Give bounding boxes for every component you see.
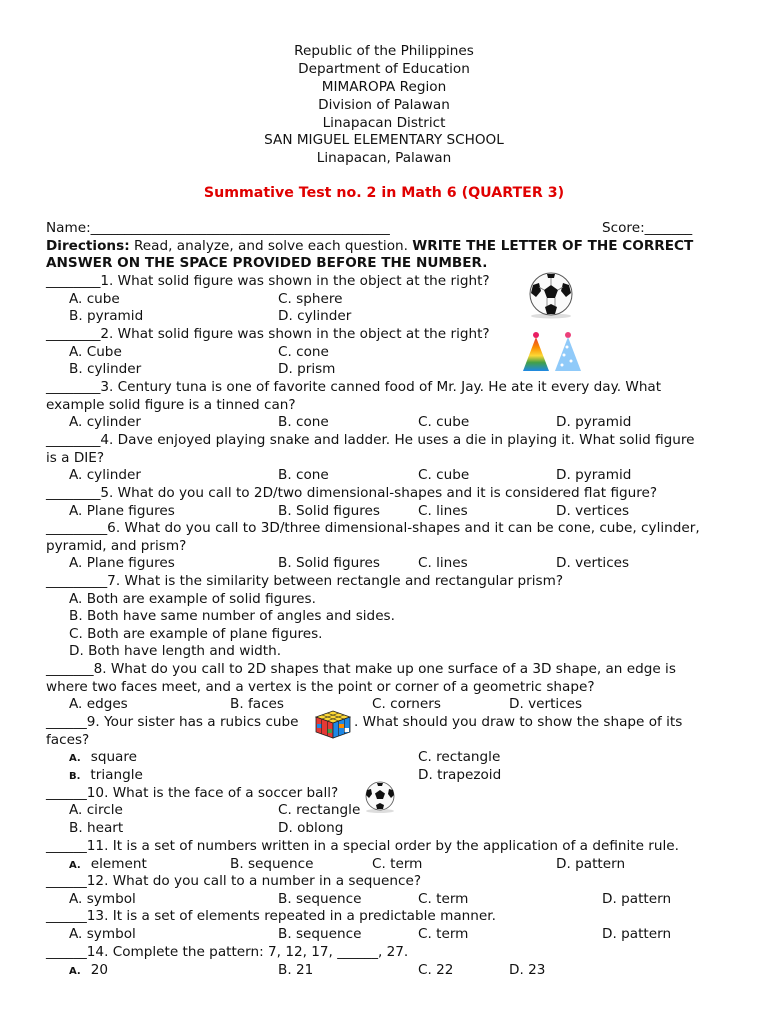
q13-choice-a: A. symbol <box>69 926 136 942</box>
q10-stem: ______10. What is the face of a soccer ball? <box>46 785 339 801</box>
q11-choice-b: B. sequence <box>230 856 314 872</box>
q2-choice-a: A. Cube <box>69 344 122 360</box>
directions-bold-2: ANSWER ON THE SPACE PROVIDED BEFORE THE NUMBER. <box>46 255 488 271</box>
q11-letter-a: A. <box>69 860 81 871</box>
q7-choice-c: C. Both are example of plane figures. <box>69 626 323 642</box>
q10-choice-b: B. heart <box>69 820 124 836</box>
q8-stem-1: _______8. What do you call to 2D shapes that make up one surface of a 3D shape, an edge is <box>46 661 676 677</box>
directions-bold-1: WRITE THE LETTER OF THE CORRECT <box>412 238 694 254</box>
q11-choice-a <box>69 856 147 874</box>
q1-choice-b: B. pyramid <box>69 308 144 324</box>
q11-choice-c: C. term <box>372 856 423 872</box>
q12-choice-b: B. sequence <box>278 891 362 907</box>
q6-stem-2: pyramid, and prism? <box>46 538 187 554</box>
q10-choice-d: D. oblong <box>278 820 344 836</box>
q12-choice-c: C. term <box>418 891 469 907</box>
q9-text-b: triangle <box>90 767 143 783</box>
q9-stem-2: faces? <box>46 732 90 748</box>
header-school: SAN MIGUEL ELEMENTARY SCHOOL <box>264 132 504 148</box>
header-location: Linapacan, Palawan <box>316 150 452 166</box>
q9-letter-a: A. <box>69 753 81 764</box>
q13-choice-b: B. sequence <box>278 926 362 942</box>
q4-choice-a: A. cylinder <box>69 467 141 483</box>
q13-stem: ______13. It is a set of elements repeated in a predictable manner. <box>46 908 496 924</box>
q5-choice-a: A. Plane figures <box>69 503 175 519</box>
q11-choice-d: D. pattern <box>556 856 626 872</box>
q8-choice-d: D. vertices <box>509 696 583 712</box>
q1-choice-a: A. cube <box>69 291 120 307</box>
header-division: Division of Palawan <box>318 97 450 113</box>
q12-stem: ______12. What do you call to a number in a sequence? <box>46 873 422 889</box>
q3-choice-b: B. cone <box>278 414 329 430</box>
q6-choice-a: A. Plane figures <box>69 555 175 571</box>
q14-stem: ______14. Complete the pattern: 7, 12, 17, ______, 27. <box>46 944 409 960</box>
q1-choice-c: C. sphere <box>278 291 343 307</box>
test-title: Summative Test no. 2 in Math 6 (QUARTER 3) <box>203 185 565 201</box>
q11-stem: ______11. It is a set of numbers written in a special order by the application of a definite rule. <box>46 838 679 854</box>
q9-choice-b <box>69 767 143 785</box>
q6-choice-c: C. lines <box>418 555 468 571</box>
q12-choice-d: D. pattern <box>602 891 672 907</box>
q2-stem: ________2. What solid figure was shown in the object at the right? <box>46 326 490 342</box>
q4-choice-d: D. pyramid <box>556 467 632 483</box>
q9-stem-1b: . What should you draw to show the shape of its <box>354 714 683 730</box>
q7-stem: _________7. What is the similarity between rectangle and rectangular prism? <box>46 573 564 589</box>
q8-choice-a: A. edges <box>69 696 128 712</box>
q5-choice-d: D. vertices <box>556 503 630 519</box>
q4-stem-1: ________4. Dave enjoyed playing snake and ladder. He uses a die in playing it. What solid figure <box>46 432 695 448</box>
q2-choice-b: B. cylinder <box>69 361 142 377</box>
q9-choice-a <box>69 749 137 767</box>
q7-choice-b: B. Both have same number of angles and sides. <box>69 608 395 624</box>
q14-choice-c: C. 22 <box>418 962 454 978</box>
q4-stem-2: is a DIE? <box>46 450 105 466</box>
q8-choice-c: C. corners <box>372 696 441 712</box>
q4-choice-c: C. cube <box>418 467 470 483</box>
name-field[interactable]: Name:____________________________________________ <box>46 220 390 236</box>
q13-choice-c: C. term <box>418 926 469 942</box>
q14-letter-a: A. <box>69 966 81 977</box>
header-department: Department of Education <box>298 61 470 77</box>
q8-stem-2: where two faces meet, and a vertex is the point or corner of a geometric shape? <box>46 679 595 695</box>
score-field[interactable]: Score:_______ <box>602 220 693 236</box>
q5-choice-b: B. Solid figures <box>278 503 380 519</box>
soccer-ball-icon <box>525 271 577 319</box>
q4-choice-b: B. cone <box>278 467 329 483</box>
header-district: Linapacan District <box>322 115 446 131</box>
q14-choice-a <box>69 962 108 980</box>
directions-text: Read, analyze, and solve each question. <box>129 238 413 254</box>
q9-text-a: square <box>90 749 138 765</box>
q1-stem: ________1. What solid figure was shown in the object at the right? <box>46 273 490 289</box>
q5-stem: ________5. What do you call to 2D/two dimensional-shapes and it is considered flat figure? <box>46 485 658 501</box>
q8-choice-b: B. faces <box>230 696 285 712</box>
q3-stem-1: ________3. Century tuna is one of favorite canned food of Mr. Jay. He ate it every day. What <box>46 379 662 395</box>
q3-choice-c: C. cube <box>418 414 470 430</box>
q3-choice-a: A. cylinder <box>69 414 141 430</box>
q3-choice-d: D. pyramid <box>556 414 632 430</box>
q9-choice-d: D. trapezoid <box>418 767 502 783</box>
q6-choice-d: D. vertices <box>556 555 630 571</box>
soccer-ball-icon <box>362 781 399 813</box>
q10-choice-a: A. circle <box>69 802 123 818</box>
q7-choice-a: A. Both are example of solid figures. <box>69 591 316 607</box>
q7-choice-d: D. Both have length and width. <box>69 643 282 659</box>
q5-choice-c: C. lines <box>418 503 468 519</box>
party-hats-icon <box>520 331 586 373</box>
rubiks-cube-icon <box>313 709 353 739</box>
q6-stem-1: _________6. What do you call to 3D/three dimensional-shapes and it can be cone, cube, cylinder, <box>46 520 700 536</box>
q12-choice-a: A. symbol <box>69 891 136 907</box>
header-region: MIMAROPA Region <box>321 79 447 95</box>
q14-choice-b: B. 21 <box>278 962 314 978</box>
q1-choice-d: D. cylinder <box>278 308 352 324</box>
q3-stem-2: example solid figure is a tinned can? <box>46 397 296 413</box>
q2-choice-c: C. cone <box>278 344 329 360</box>
directions-label: Directions: <box>46 238 130 254</box>
directions <box>46 238 693 255</box>
q2-choice-d: D. prism <box>278 361 336 377</box>
q10-choice-c: C. rectangle <box>278 802 361 818</box>
q9-choice-c: C. rectangle <box>418 749 501 765</box>
q13-choice-d: D. pattern <box>602 926 672 942</box>
q11-text-a: element <box>90 856 147 872</box>
header-republic: Republic of the Philippines <box>294 43 474 59</box>
q14-choice-d: D. 23 <box>509 962 546 978</box>
q9-stem-1a: ______9. Your sister has a rubics cube <box>46 714 299 730</box>
q9-letter-b: B. <box>69 771 81 782</box>
q6-choice-b: B. Solid figures <box>278 555 380 571</box>
q14-text-a: 20 <box>90 962 109 978</box>
